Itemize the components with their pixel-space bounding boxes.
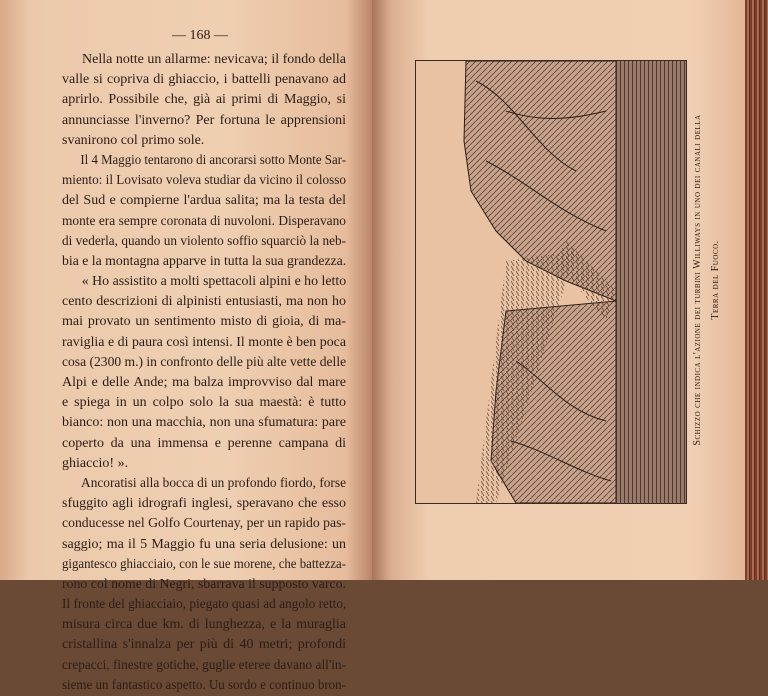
text-line: cosa (2300 m.) in confronto delle più alte vette delle bbox=[62, 354, 347, 370]
sea-area bbox=[616, 61, 686, 503]
caption-line-1: Schizzo che indica l'azione dei turbini Williways in uno dei canali della bbox=[692, 114, 703, 446]
text-line: miento: il Lovisato voleva studiar da vicino il colosso bbox=[62, 173, 346, 189]
page-stack-edge bbox=[745, 0, 768, 580]
text-line: monte era sempre coronata di nuvoloni. Disperavano bbox=[62, 213, 346, 229]
text-line: bia e la montagna apparve in tutta la sua grandezza. bbox=[62, 253, 347, 269]
text-line: misura circa due km. di lunghezza, e la muraglia bbox=[62, 617, 346, 633]
text-line: Il 4 Maggio tentarono di ancorarsi sotto Monte Sar- bbox=[80, 152, 346, 168]
text-line: di vederla, quando un violento soffio squarciò la neb- bbox=[62, 233, 346, 249]
text-line: mai provato un sentimento misto di gioia, di ma- bbox=[62, 314, 346, 330]
text-line: sfuggito agli idrografi inglesi, speravano che esso bbox=[62, 496, 346, 512]
text-line: rono col nome di Negri, sbarrava il supposto varco. bbox=[62, 576, 346, 592]
text-line: annunciasse l'inverno? Per fortuna le apprensioni bbox=[62, 112, 346, 128]
text-line: gigantesco ghiacciaio, con le sue morene, che battezza- bbox=[62, 556, 346, 572]
text-line: sieme un fantastico aspetto. Uu sordo e continuo bron- bbox=[62, 677, 346, 693]
page-number: — 168 — bbox=[172, 28, 228, 43]
text-line: crepacci, finestre gotiche, guglie eteree davano all'in- bbox=[62, 657, 346, 673]
text-line: bianco: non una macchia, non una sfumatura: pare bbox=[62, 415, 346, 431]
text-line: ghiaccio! ». bbox=[62, 455, 129, 471]
text-line: « Ho assistito a molti spettacoli alpini e ho letto bbox=[81, 274, 347, 290]
text-line: del Sud e compierne l'ardua salita; ma la testa del bbox=[62, 193, 346, 209]
text-line: Il fronte del ghiacciaio, piegato quasi ad angolo retto, bbox=[62, 597, 347, 613]
caption-line-2: Terra del Fuoco. bbox=[710, 240, 721, 320]
text-line: svanirono col primo sole. bbox=[62, 132, 205, 148]
text-line: Nella notte un allarme: nevicava; il fondo della bbox=[82, 52, 346, 67]
left-page bbox=[0, 0, 372, 693]
text-line: cristallina s'innalza per più di 40 metri; profondi bbox=[62, 637, 346, 653]
text-line: valle si copriva di ghiaccio, i battelli penavano ad bbox=[62, 72, 346, 88]
text-line: raviglia e di paura così intensi. Il monte è ben poca bbox=[62, 334, 346, 350]
text-line: coperto da una immensa e perenne campana di bbox=[62, 435, 346, 451]
text-line: e spiega in un colpo solo la sua maestà: è tutto bbox=[62, 395, 346, 411]
figure-caption bbox=[689, 55, 725, 505]
text-line: cento descrizioni di alpinisti entusiasti, ma non ho bbox=[62, 294, 346, 310]
text-line: Ancoratisi alla bocca di un profondo fiordo, forse bbox=[81, 475, 347, 491]
text-line: Alpi e delle Ande; ma balza improvviso dal mare bbox=[62, 375, 346, 390]
text-line: saggio; ma il 5 Maggio fu una seria delusione: un bbox=[62, 536, 346, 552]
text-line: conducesse nel Golfo Courtenay, per un rapido pas- bbox=[62, 516, 346, 532]
illustration-williways-sketch bbox=[415, 60, 687, 504]
text-line: aprirlo. Possibile che, già ai primi di Maggio, si bbox=[62, 92, 346, 108]
body-text bbox=[62, 50, 346, 696]
